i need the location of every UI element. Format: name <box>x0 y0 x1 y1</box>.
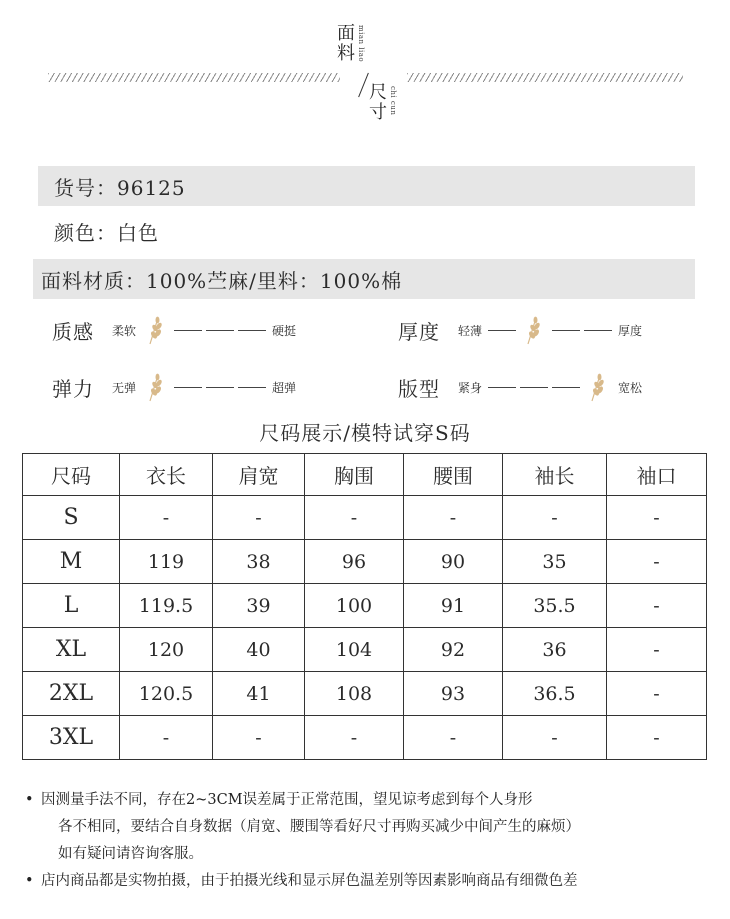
wheat-icon <box>144 372 164 402</box>
scale-dash <box>238 387 266 388</box>
size-table-title: 尺码展示/模特试穿S码 <box>259 421 471 445</box>
note-line: 各不相同，要结合自身数据（肩宽、腰围等看好尺寸再购买减少中间产生的麻烦） <box>58 819 580 835</box>
attr-high-label: 宽松 <box>618 380 643 395</box>
size-label-cell: XL <box>23 628 120 672</box>
table-cell: 39 <box>213 584 305 628</box>
size-label-cell: 3XL <box>23 716 120 760</box>
attr-low-label: 紧身 <box>458 380 483 395</box>
attr-low-label: 无弹 <box>112 380 137 395</box>
note-bullet: • <box>25 792 34 808</box>
table-cell: 92 <box>404 628 503 672</box>
scale-dash <box>520 387 548 388</box>
table-cell: - <box>305 496 404 540</box>
table-header-cell: 衣长 <box>120 454 213 496</box>
attr-name: 厚度 <box>398 319 440 344</box>
attr-low-label: 柔软 <box>112 323 137 338</box>
note-line: 如有疑问请咨询客服。 <box>58 846 203 862</box>
table-cell: 36 <box>503 628 607 672</box>
scale-dash <box>238 330 266 331</box>
color-band <box>38 211 159 251</box>
table-row <box>23 584 707 628</box>
attr-name: 质感 <box>52 319 94 344</box>
table-cell: - <box>404 496 503 540</box>
table-cell: - <box>607 628 707 672</box>
header-title-char: 料 <box>337 43 355 64</box>
scale-dash <box>584 330 612 331</box>
scale-dash <box>174 387 202 388</box>
table-cell: - <box>404 716 503 760</box>
table-cell: - <box>503 496 607 540</box>
attr-thickness <box>398 315 642 345</box>
table-cell: - <box>607 540 707 584</box>
table-row <box>23 628 707 672</box>
attr-scale <box>140 315 268 345</box>
attr-scale <box>486 315 614 345</box>
table-row <box>23 496 707 540</box>
note-line: 因测量手法不同，存在2~3CM误差属于正常范围，望见谅考虑到每个人身形 <box>41 792 533 808</box>
table-cell: 120.5 <box>120 672 213 716</box>
attr-texture <box>52 315 296 345</box>
attr-elasticity <box>52 372 296 402</box>
item-number: 货号：96125 <box>54 175 186 200</box>
scale-dash <box>174 330 202 331</box>
table-cell: - <box>305 716 404 760</box>
size-table-body <box>23 454 707 760</box>
table-cell: 119.5 <box>120 584 213 628</box>
table-cell: 40 <box>213 628 305 672</box>
note-item <box>25 787 715 868</box>
size-label-cell: M <box>23 540 120 584</box>
size-label-cell: 2XL <box>23 672 120 716</box>
table-cell: 91 <box>404 584 503 628</box>
header-pinyin-size: chi cun <box>389 86 397 116</box>
wheat-icon <box>144 315 164 345</box>
table-cell: 100 <box>305 584 404 628</box>
scale-dash <box>552 387 580 388</box>
material-band <box>33 259 695 299</box>
attr-fit <box>398 372 642 402</box>
table-row <box>23 540 707 584</box>
attr-name: 版型 <box>398 376 440 401</box>
table-cell: 108 <box>305 672 404 716</box>
note-line: 店内商品都是实物拍摄，由于拍摄光线和显示屏色温差别等因素影响商品有细微色差 <box>41 873 578 889</box>
table-header-cell: 腰围 <box>404 454 503 496</box>
attr-high-label: 厚度 <box>618 323 643 338</box>
table-cell: - <box>503 716 607 760</box>
attr-low-label: 轻薄 <box>458 323 483 338</box>
table-cell: - <box>213 496 305 540</box>
table-header-cell: 袖长 <box>503 454 607 496</box>
table-row <box>23 672 707 716</box>
table-cell: - <box>120 496 213 540</box>
header-title-fabric <box>336 24 356 64</box>
table-cell: - <box>607 496 707 540</box>
wheat-icon <box>586 372 606 402</box>
item-color: 颜色：白色 <box>54 220 159 245</box>
table-cell: - <box>607 672 707 716</box>
attr-high-label: 超弹 <box>272 380 297 395</box>
header-title-char: 尺 <box>369 82 387 103</box>
table-cell: - <box>213 716 305 760</box>
note-item <box>25 868 715 895</box>
scale-dash <box>206 387 234 388</box>
attr-scale <box>486 372 614 402</box>
note-bullet: • <box>25 873 34 889</box>
table-row <box>23 716 707 760</box>
table-header-cell: 胸围 <box>305 454 404 496</box>
table-cell: 38 <box>213 540 305 584</box>
scale-dash <box>206 330 234 331</box>
table-header-cell: 袖口 <box>607 454 707 496</box>
scale-dash <box>488 330 516 331</box>
size-label-cell: L <box>23 584 120 628</box>
header-title-char: 面 <box>337 23 355 44</box>
header-title-char: 寸 <box>369 102 387 123</box>
table-cell: 36.5 <box>503 672 607 716</box>
header-title-size <box>368 83 388 123</box>
notes-section <box>25 787 715 895</box>
table-cell: 35 <box>503 540 607 584</box>
table-header-cell: 肩宽 <box>213 454 305 496</box>
table-header-cell: 尺码 <box>23 454 120 496</box>
table-header-row <box>23 454 707 496</box>
table-cell: - <box>607 716 707 760</box>
attr-name: 弹力 <box>52 376 94 401</box>
header-hatch-left <box>48 73 340 82</box>
header-hatch-right <box>407 73 683 82</box>
table-cell: - <box>120 716 213 760</box>
scale-dash <box>552 330 580 331</box>
header-pinyin-fabric: mian liao <box>357 25 365 63</box>
attr-high-label: 硬挺 <box>272 323 297 338</box>
table-cell: 93 <box>404 672 503 716</box>
size-label-cell: S <box>23 496 120 540</box>
attr-scale <box>140 372 268 402</box>
item-number-band <box>38 166 695 206</box>
item-material: 面料材质：100%苎麻/里料：100%棉 <box>41 268 403 293</box>
table-cell: 120 <box>120 628 213 672</box>
table-cell: 90 <box>404 540 503 584</box>
size-table <box>22 453 707 760</box>
table-cell: 104 <box>305 628 404 672</box>
scale-dash <box>488 387 516 388</box>
wheat-icon <box>522 315 542 345</box>
table-cell: 96 <box>305 540 404 584</box>
table-cell: 119 <box>120 540 213 584</box>
table-cell: - <box>607 584 707 628</box>
table-cell: 35.5 <box>503 584 607 628</box>
table-cell: 41 <box>213 672 305 716</box>
